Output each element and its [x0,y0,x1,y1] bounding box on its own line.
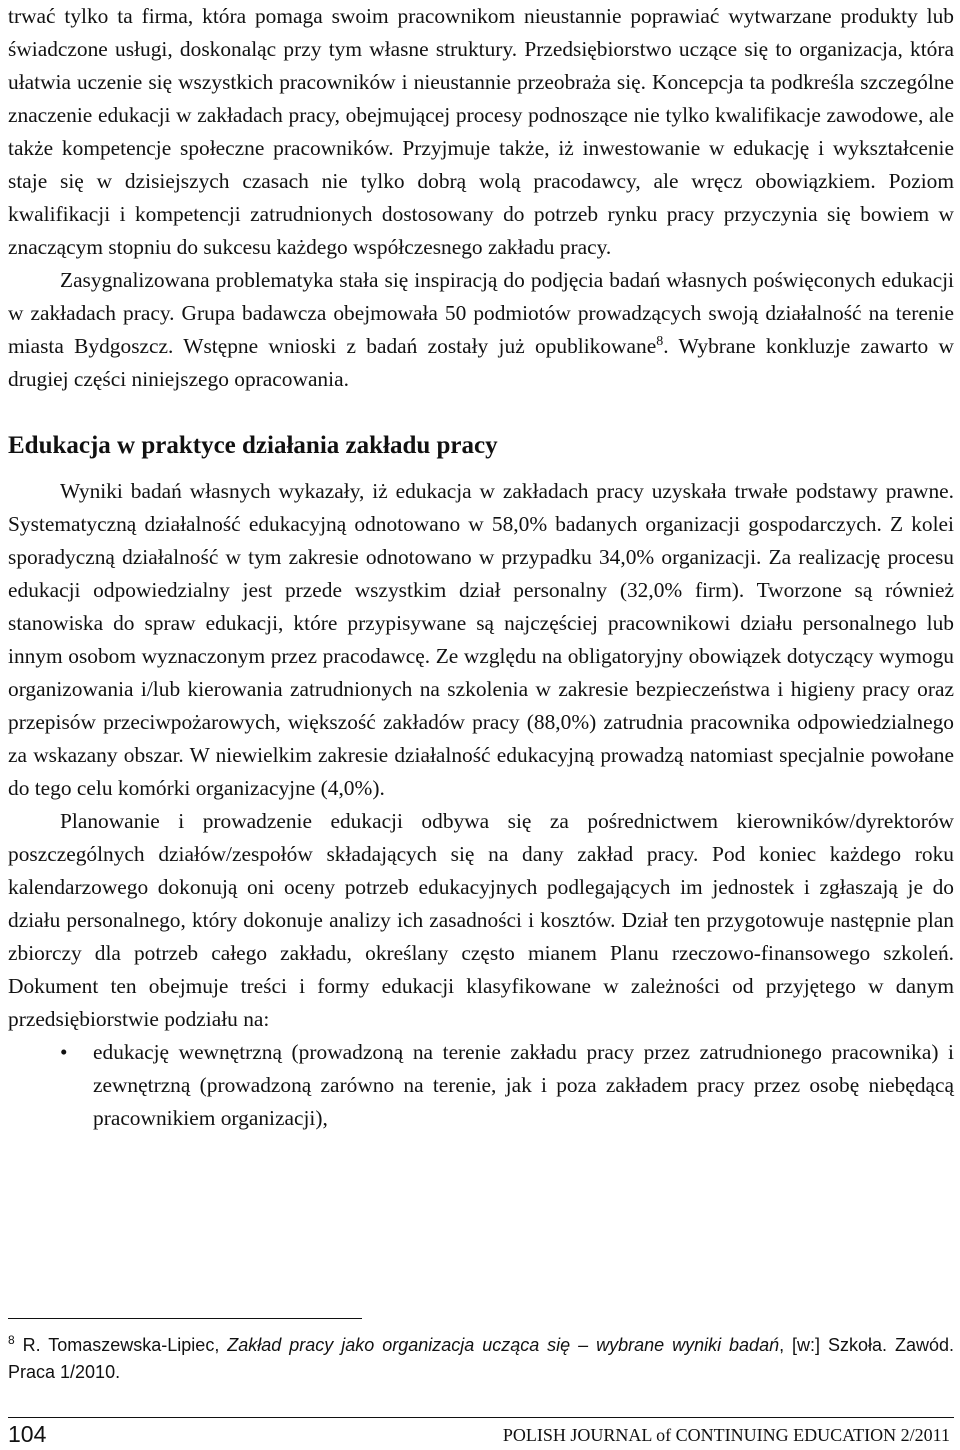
research-text: Zasygnalizowana problematyka stała się inspiracją do podjęcia badań własnych poświęconych edukacji w zakładach pracy. Grupa badawcza obejmowała 50 podmiotów prowadzących swoją działalność na terenie miasta Bydgoszcz. Wstępne wnioski z badań zostały już opublikowane [8,268,954,358]
bullet-list-item [8,1036,954,1135]
bullet-icon: • [60,1040,68,1064]
footnote-reference[interactable]: 8 [656,334,664,349]
footnote-marker: 8 [8,1333,15,1347]
footnote-title: Zakład pracy jako organizacja ucząca się – wybrane wyniki badań [227,1335,780,1355]
footnote-source: , [w:] Szkoła. Zawód. Praca 1/2010. [8,1335,954,1382]
section-heading: Edukacja w praktyce działania zakładu pracy [8,432,498,459]
intro-paragraph: trwać tylko ta firma, która pomaga swoim pracownikom nieustannie poprawiać wytwarzane produkty lub świadczone usługi, doskonaląc przy tym własne struktury. Przedsiębiorstwo uczące się to organizacja, która ułatwia uczenie się wszystkich pracowników i nieustannie przeobraża się. Koncepcja ta podkreśla szczególne znaczenie edukacji w zakładach pracy, obejmującej procesy podnoszące nie tylko kwalifikacje zawodowe, ale także kompetencje społeczne pracowników. Przyjmuje także, iż inwestowanie w edukację i wykształcenie staje się w dzisiejszych czasach nie tylko dobrą wolą pracodawcy, ale wręcz obowiązkiem. Poziom kwalifikacji i kompetencji zatrudnionych dostosowany do potrzeb rynku pracy przyczynia się bowiem w znaczącym stopniu do sukcesu każdego współczesnego zakładu pracy. [8,4,954,259]
footnote [8,1332,954,1386]
results-paragraph: Wyniki badań własnych wykazały, iż edukacja w zakładach pracy uzyskała trwałe podstawy prawne. Systematyczną działalność edukacyjną odnotowano w 58,0% badanych organizacji gospodarczych. Z kolei sporadyczną działalność w tym zakresie odnotowano w przypadku 34,0% organizacji. Za realizację procesu edukacji odpowiedzialny jest przede wszystkim dział personalny (32,0% firm). Tworzone są również stanowiska do spraw edukacji, które przypisywane są najczęściej pracownikowi działu personalnego lub innym osobom wyznaczonym przez pracodawcę. Ze względu na obligatoryjny obowiązek dotyczący wymogu organizowania i/lub kierowania zatrudnionych na szkolenia w zakresie bezpieczeństwa i higieny pracy oraz przepisów przeciwpożarowych, większość zakładów pracy (88,0%) zatrudnia pracownika odpowiedzialnego za wskazany obszar. W niewielkim zakresie działalność edukacyjną prowadzą natomiast specjalnie powołane do tego celu komórki organizacyjne (4,0%). [8,479,954,800]
research-text-cont: . Wybrane konkluzje zawarto w drugiej części niniejszego opracowania. [8,334,954,391]
page-number: 104 [8,1421,47,1447]
footer-divider [8,1417,954,1418]
footnote-divider [8,1318,362,1319]
page-body [8,0,954,1135]
bullet-text: edukację wewnętrzną (prowadzoną na terenie zakładu pracy przez zatrudnionego pracownika) i zewnętrzną (prowadzoną zarówno na terenie, jak i poza zakładem pracy przez osobę niebędącą pracownikiem organizacji), [93,1040,954,1130]
footnote-author: R. Tomaszewska-Lipiec, [14,1335,228,1355]
journal-name: POLISH JOURNAL of CONTINUING EDUCATION 2/2011 [502,1425,950,1445]
research-paragraph [8,264,954,396]
planning-paragraph: Planowanie i prowadzenie edukacji odbywa się za pośrednictwem kierowników/dyrektorów poszczególnych działów/zespołów składających się na dany zakład pracy. Pod koniec każdego roku kalendarzowego dokonują oni oceny potrzeb edukacyjnych podlegających im jednostek i zgłaszają je do działu personalnego, który dokonuje analizy ich zasadności i kosztów. Dział ten przygotowuje następnie plan zbiorczy dla potrzeb całego zakładu, określany często mianem Planu rzeczowo-finansowego szkoleń. Dokument ten obejmuje treści i formy edukacji klasyfikowane w zależności od przyjętego w danym przedsiębiorstwie podziału na: [8,809,954,1031]
